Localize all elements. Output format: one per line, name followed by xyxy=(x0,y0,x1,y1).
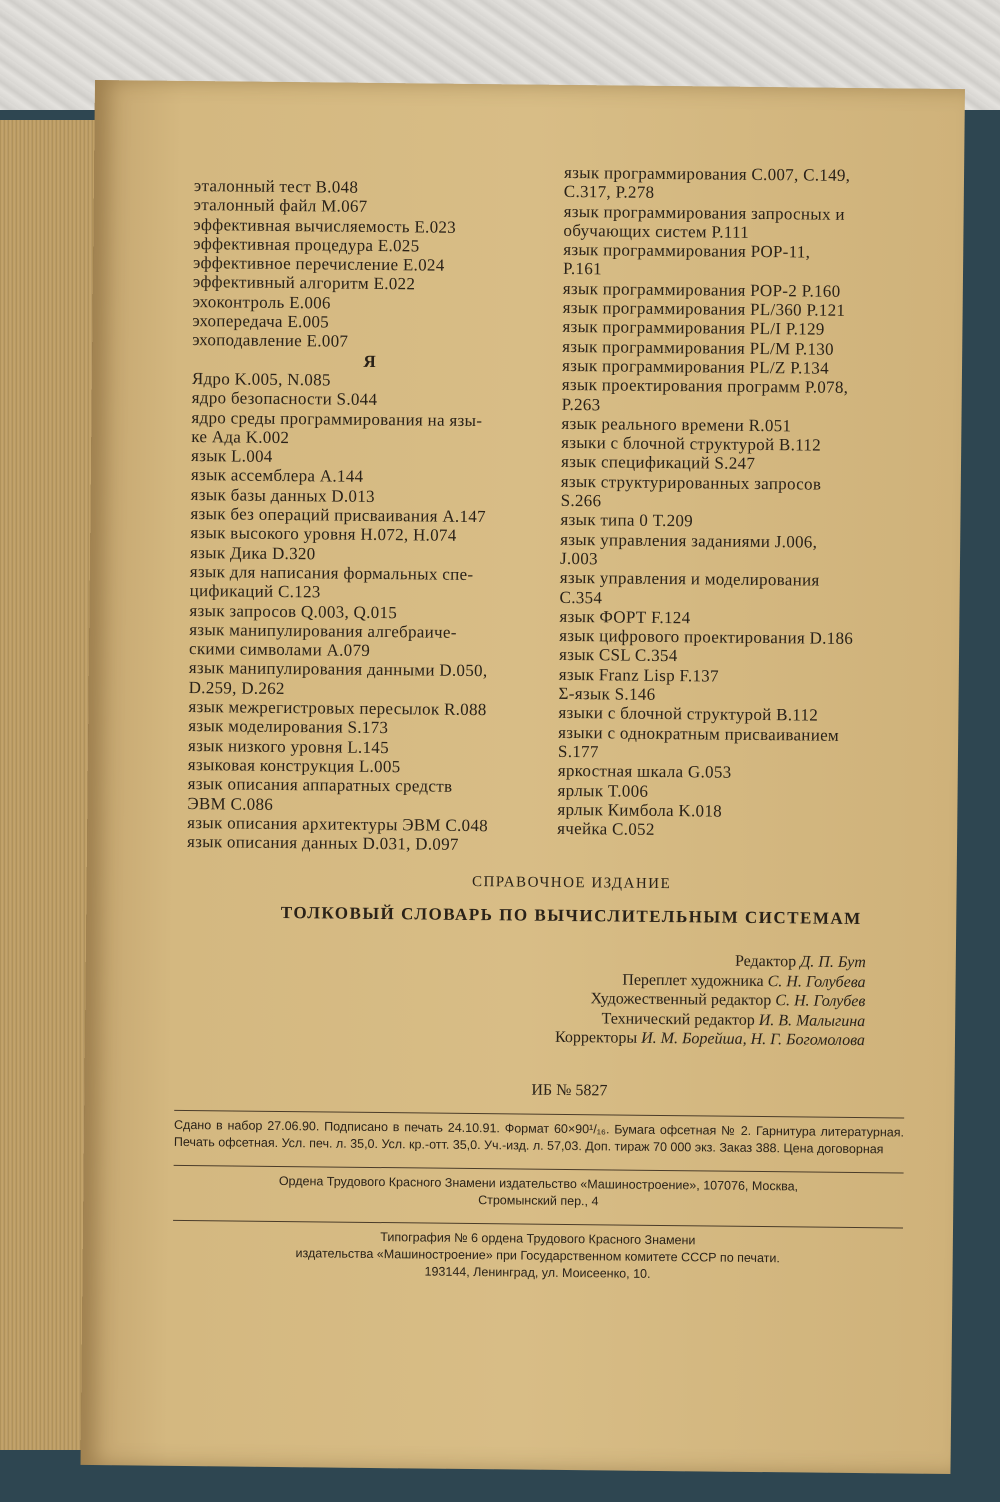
index-entry: язык ассемблера A.144 xyxy=(190,465,364,487)
index-entry: язык типа 0 T.209 xyxy=(560,510,694,531)
printer-line-1: Типография № 6 ордена Трудового Красного Знамени xyxy=(380,1229,696,1247)
index-entry: язык без операций присваивания A.147 xyxy=(190,504,487,527)
index-list xyxy=(557,163,904,842)
index-entry: ярлык Кимбола K.018 xyxy=(557,799,723,821)
index-entry: обучающих систем P.111 xyxy=(563,220,750,242)
credit-name: С. Н. Голубева xyxy=(767,972,866,991)
index-entry: цификаций C.123 xyxy=(189,581,321,602)
index-entry: C.317, P.278 xyxy=(563,182,655,203)
index-entry: язык L.004 xyxy=(190,446,273,467)
index-entry: эталонный файл M.067 xyxy=(193,195,368,217)
printer-line-2: издательства «Машиностроение» при Государственном комитете СССР по печати. xyxy=(295,1245,780,1265)
credits-list xyxy=(175,946,866,1051)
index-entry: язык программирования PL/Z P.134 xyxy=(561,355,830,378)
imprint xyxy=(172,871,906,1285)
edition-type: СПРАВОЧНОЕ ИЗДАНИЕ xyxy=(471,873,672,893)
index-entry: D.259, D.262 xyxy=(188,677,285,698)
index-entry: Σ-язык S.146 xyxy=(558,683,656,704)
index-column-right xyxy=(557,163,904,842)
index-entry: эффективная процедура E.025 xyxy=(193,233,420,256)
index-entry: язык программирования запросных и xyxy=(563,201,845,224)
index-entry: язык Дика D.320 xyxy=(189,542,316,563)
index-entry: язык спецификаций S.247 xyxy=(560,452,756,474)
book-title: ТОЛКОВЫЙ СЛОВАРЬ ПО ВЫЧИСЛИТЕЛЬНЫМ СИСТЕМАМ xyxy=(280,902,862,929)
index-entry: язык моделирования S.173 xyxy=(188,716,389,738)
index-entry: язык ФОРТ F.124 xyxy=(559,606,691,628)
index-entry: язык CSL C.354 xyxy=(558,645,678,666)
credit-role: Корректоры xyxy=(554,1028,642,1047)
index-entry: эхоконтроль E.006 xyxy=(192,291,331,313)
publisher-address: Стромынский пер., 4 xyxy=(478,1192,599,1208)
index-entry: языки с однократным присваиванием xyxy=(558,722,840,745)
index-entry: эхоподавление E.007 xyxy=(192,330,349,352)
publisher: Ордена Трудового Красного Знамени издательство «Машиностроение», 107076, Москва, xyxy=(278,1173,799,1193)
letter-heading: Я xyxy=(363,351,376,371)
index-entry: эффективное перечисление E.024 xyxy=(192,253,445,275)
index-entry: язык описания архитектуры ЭВМ C.048 xyxy=(187,812,489,835)
index-entry: ячейка C.052 xyxy=(557,818,655,839)
book-page xyxy=(80,80,964,1474)
index-entry: язык программирования PL/I P.129 xyxy=(562,317,825,340)
credit-role: Редактор xyxy=(734,952,801,971)
index-entry: эталонный тест B.048 xyxy=(193,176,359,197)
index-entry: яркостная шкала G.053 xyxy=(557,761,732,782)
print-details: Сдано в набор 27.06.90. Подписано в печать 24.10.91. Формат 60×90¹/₁₆. Бумага офсетная № 2. Гарнитура литературная. Печать офсетная. Усл. печ. л. 35,0. Усл. кр.-отт. 35,0. Уч.-изд. л. 57,03. Доп. тираж 70 000 экз. Заказ 388. Цена договорная xyxy=(173,1117,905,1156)
index-entry: эффективный алгоритм E.022 xyxy=(192,272,416,294)
index-entry: скими символами A.079 xyxy=(188,639,371,661)
index-entry: язык высокого уровня H.072, H.074 xyxy=(190,523,457,546)
index-entry: язык манипулирования алгебраиче- xyxy=(189,619,457,642)
index-entry: P.263 xyxy=(561,394,601,414)
credit-name: Д. П. Бут xyxy=(800,953,866,972)
index-entry: язык управления и моделирования xyxy=(559,568,820,590)
credit-name: И. М. Борейша, Н. Г. Богомолова xyxy=(641,1029,866,1050)
ib-number: ИБ № 5827 xyxy=(531,1081,608,1099)
index-entry: язык цифрового проектирования D.186 xyxy=(559,626,854,649)
credit-role: Художественный редактор xyxy=(590,990,776,1010)
index-entry: язык проектирования программ P.078, xyxy=(561,375,849,398)
index-entry: язык программирования POP-2 P.160 xyxy=(562,278,841,301)
index-entry: J.003 xyxy=(559,548,598,569)
index-entry: S.177 xyxy=(557,741,599,762)
index-entry: язык для написания формальных спе- xyxy=(189,561,474,584)
index-entry: язык структурированных запросов xyxy=(560,471,822,494)
credit-name: С. Н. Голубев xyxy=(775,992,866,1011)
index-entry: язык программирования PL/360 P.121 xyxy=(562,297,846,320)
index-entry: эффективная вычисляемость E.023 xyxy=(193,214,457,237)
index-entry: язык манипулирования данными D.050, xyxy=(188,658,488,681)
index-entry: ярлык T.006 xyxy=(557,780,649,801)
index-entry: Ядро K.005, N.085 xyxy=(191,369,331,390)
index-entry: ядро безопасности S.044 xyxy=(191,388,378,410)
printer-line-3: 193144, Ленинград, ул. Моисеенко, 10. xyxy=(424,1264,651,1281)
index-entry: язык описания данных D.031, D.097 xyxy=(186,832,459,854)
index-entry: язык управления заданиями J.006, xyxy=(560,529,818,552)
index-entry: C.354 xyxy=(559,587,603,607)
index-entry: язык Franz Lisp F.137 xyxy=(558,664,719,686)
index-entry: язык низкого уровня L.145 xyxy=(187,735,390,757)
index-list xyxy=(192,176,549,353)
index-entry: язык запросов Q.003, Q.015 xyxy=(189,600,398,622)
index-entry: эхопередача E.005 xyxy=(192,311,330,332)
index-entry: ядро среды программирования на язы- xyxy=(191,407,483,430)
index-column-left xyxy=(187,176,549,855)
index-entry: ке Ада K.002 xyxy=(191,426,290,447)
index-entry: языки с блочной структурой B.112 xyxy=(558,703,819,725)
credit-role: Технический редактор xyxy=(601,1009,759,1029)
index-entry: языки с блочной структурой B.112 xyxy=(561,433,822,455)
index-entry: язык межрегистровых пересылок R.088 xyxy=(188,697,487,720)
index-entry: язык программирования PL/M P.130 xyxy=(562,336,834,359)
index-entry: языковая конструкция L.005 xyxy=(187,754,401,777)
index-list xyxy=(187,369,547,855)
credit-name: И. В. Малыгина xyxy=(758,1011,866,1030)
index-entry: язык программирования POP-11, xyxy=(563,240,811,262)
index-entry: язык базы данных D.013 xyxy=(190,484,376,506)
index-entry: язык описания аппаратных средств xyxy=(187,774,453,796)
index-entry: P.161 xyxy=(562,259,602,279)
index-entry: S.266 xyxy=(560,490,602,511)
index-entry: язык программирования C.007, C.149, xyxy=(563,162,851,185)
index-entry: ЭВМ C.086 xyxy=(187,793,274,814)
credit-role: Переплет художника xyxy=(622,971,768,990)
index-entry: язык реального времени R.051 xyxy=(561,413,792,436)
